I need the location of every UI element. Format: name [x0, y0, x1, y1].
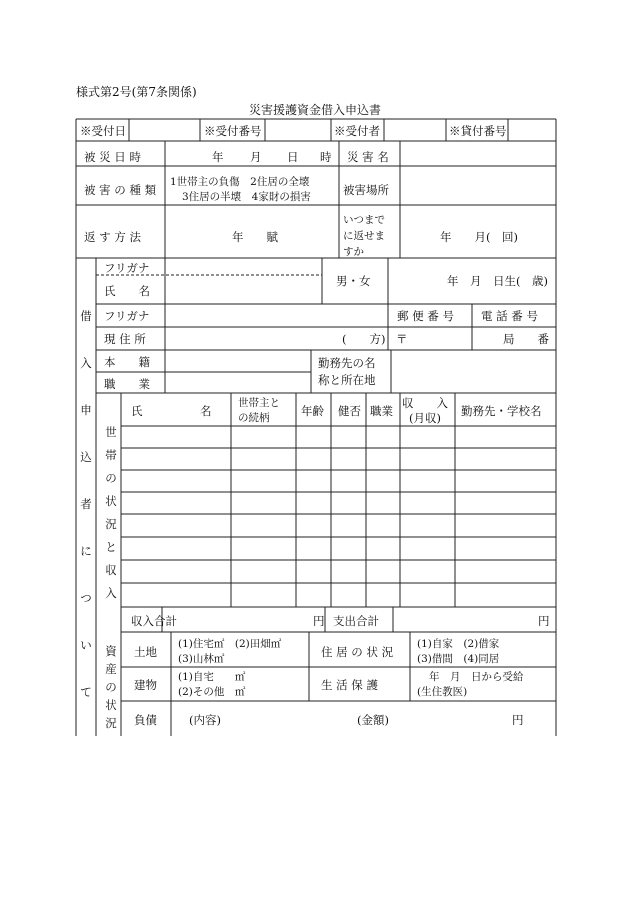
debt-amount-label: (金額) — [357, 713, 389, 727]
expense-total-yen: 円 — [538, 614, 550, 628]
repay-until-value: 年 月( 回) — [440, 230, 518, 244]
damage-type-label: 被 害 の 種 類 — [84, 183, 157, 197]
damage-place-label: 被害場所 — [343, 183, 389, 197]
building-options-2: (2)その他 ㎡ — [178, 686, 246, 698]
receipt-date-label: ※受付日 — [80, 124, 126, 138]
workplace-label-2: 称と所在地 — [318, 373, 376, 387]
birthdate-label: 年 月 日生( 歳) — [447, 274, 548, 288]
address-suffix: ( 方) — [342, 332, 386, 346]
household-col-relation-2: の続柄 — [238, 412, 270, 424]
damage-type-options-1: 1世帯主の負傷 2住居の全壊 — [170, 176, 310, 188]
phone-number-label: 電 話 番 号 — [481, 309, 538, 323]
date-unit-hour: 時 — [320, 150, 332, 164]
repay-until-label-2: に返せま — [343, 230, 385, 242]
loan-number-label: ※貸付番号 — [449, 124, 507, 138]
household-section-label: 世 帯 の 状 況 と 収 入 — [105, 425, 117, 600]
damage-type-options-2: 3住居の半壊 4家財の損害 — [182, 191, 311, 203]
applicant-name-label: 氏 名 — [104, 284, 150, 298]
date-unit-day: 日 — [287, 150, 299, 164]
form-title: 災害援護資金借入申込書 — [248, 103, 381, 117]
income-total-yen: 円 — [313, 614, 325, 628]
household-col-name: 氏 名 — [131, 404, 212, 418]
land-options-2: (3)山林㎡ — [178, 653, 225, 665]
debt-label: 負債 — [134, 713, 157, 727]
debt-content-label: (内容) — [189, 713, 221, 727]
receiver-label: ※受付者 — [334, 124, 380, 138]
domicile-label: 本 籍 — [104, 355, 150, 369]
furigana-address-label: フリガナ — [104, 309, 150, 323]
workplace-label-1: 勤務先の名 — [318, 356, 376, 370]
applicant-section-label: 借 入 申 込 者 に つ い て — [80, 309, 92, 699]
furigana-label: フリガナ — [104, 261, 150, 275]
address-label: 現 住 所 — [104, 332, 146, 346]
household-col-age: 年齢 — [301, 404, 324, 418]
repay-method-label: 返 す 方 法 — [84, 230, 141, 244]
welfare-value-1: 年 月 日から受給 — [429, 671, 524, 683]
repay-until-label-1: いつまで — [343, 214, 385, 226]
building-options-1: (1)自宅 ㎡ — [178, 671, 246, 683]
welfare-value-2: (生住教医) — [417, 686, 468, 698]
land-options-1: (1)住宅㎡ (2)田畑㎡ — [178, 638, 282, 650]
postal-mark: 〒 — [396, 332, 408, 346]
household-col-relation-1: 世帯主と — [238, 397, 280, 409]
receipt-number-label: ※受付番号 — [204, 124, 262, 138]
phone-suffix: 局 番 — [503, 332, 549, 346]
household-col-school: 勤務先・学校名 — [461, 404, 542, 418]
housing-status-label: 住 居 の 状 況 — [321, 645, 394, 659]
debt-yen: 円 — [512, 713, 524, 727]
expense-total-label: 支出合計 — [333, 614, 379, 628]
welfare-label: 生 活 保 護 — [321, 678, 378, 692]
land-label: 土地 — [134, 645, 157, 659]
household-col-income-1: 収 入 — [402, 396, 448, 410]
household-col-job: 職業 — [370, 404, 393, 418]
household-col-health: 健否 — [338, 404, 361, 418]
income-total-label: 収入合計 — [131, 614, 177, 628]
household-col-income-2: (月収) — [409, 411, 441, 425]
date-unit-month: 月 — [250, 150, 262, 164]
date-unit-year: 年 — [212, 150, 224, 164]
assets-section-label: 資 産 の 状 況 — [105, 644, 117, 730]
repay-method-value: 年 賦 — [232, 230, 278, 244]
form-number: 様式第2号(第7条関係) — [76, 85, 197, 99]
postal-code-label: 郵 便 番 号 — [397, 309, 454, 323]
occupation-label: 職 業 — [104, 377, 150, 391]
repay-until-label-3: すか — [343, 246, 364, 258]
sex-label: 男・女 — [336, 274, 371, 288]
housing-options-1: (1)自家 (2)借家 — [417, 638, 500, 650]
housing-options-2: (3)借間 (4)同居 — [417, 653, 500, 665]
disaster-name-label: 災 害 名 — [347, 150, 389, 164]
building-label: 建物 — [134, 678, 157, 692]
disaster-date-label: 被 災 日 時 — [84, 150, 141, 164]
